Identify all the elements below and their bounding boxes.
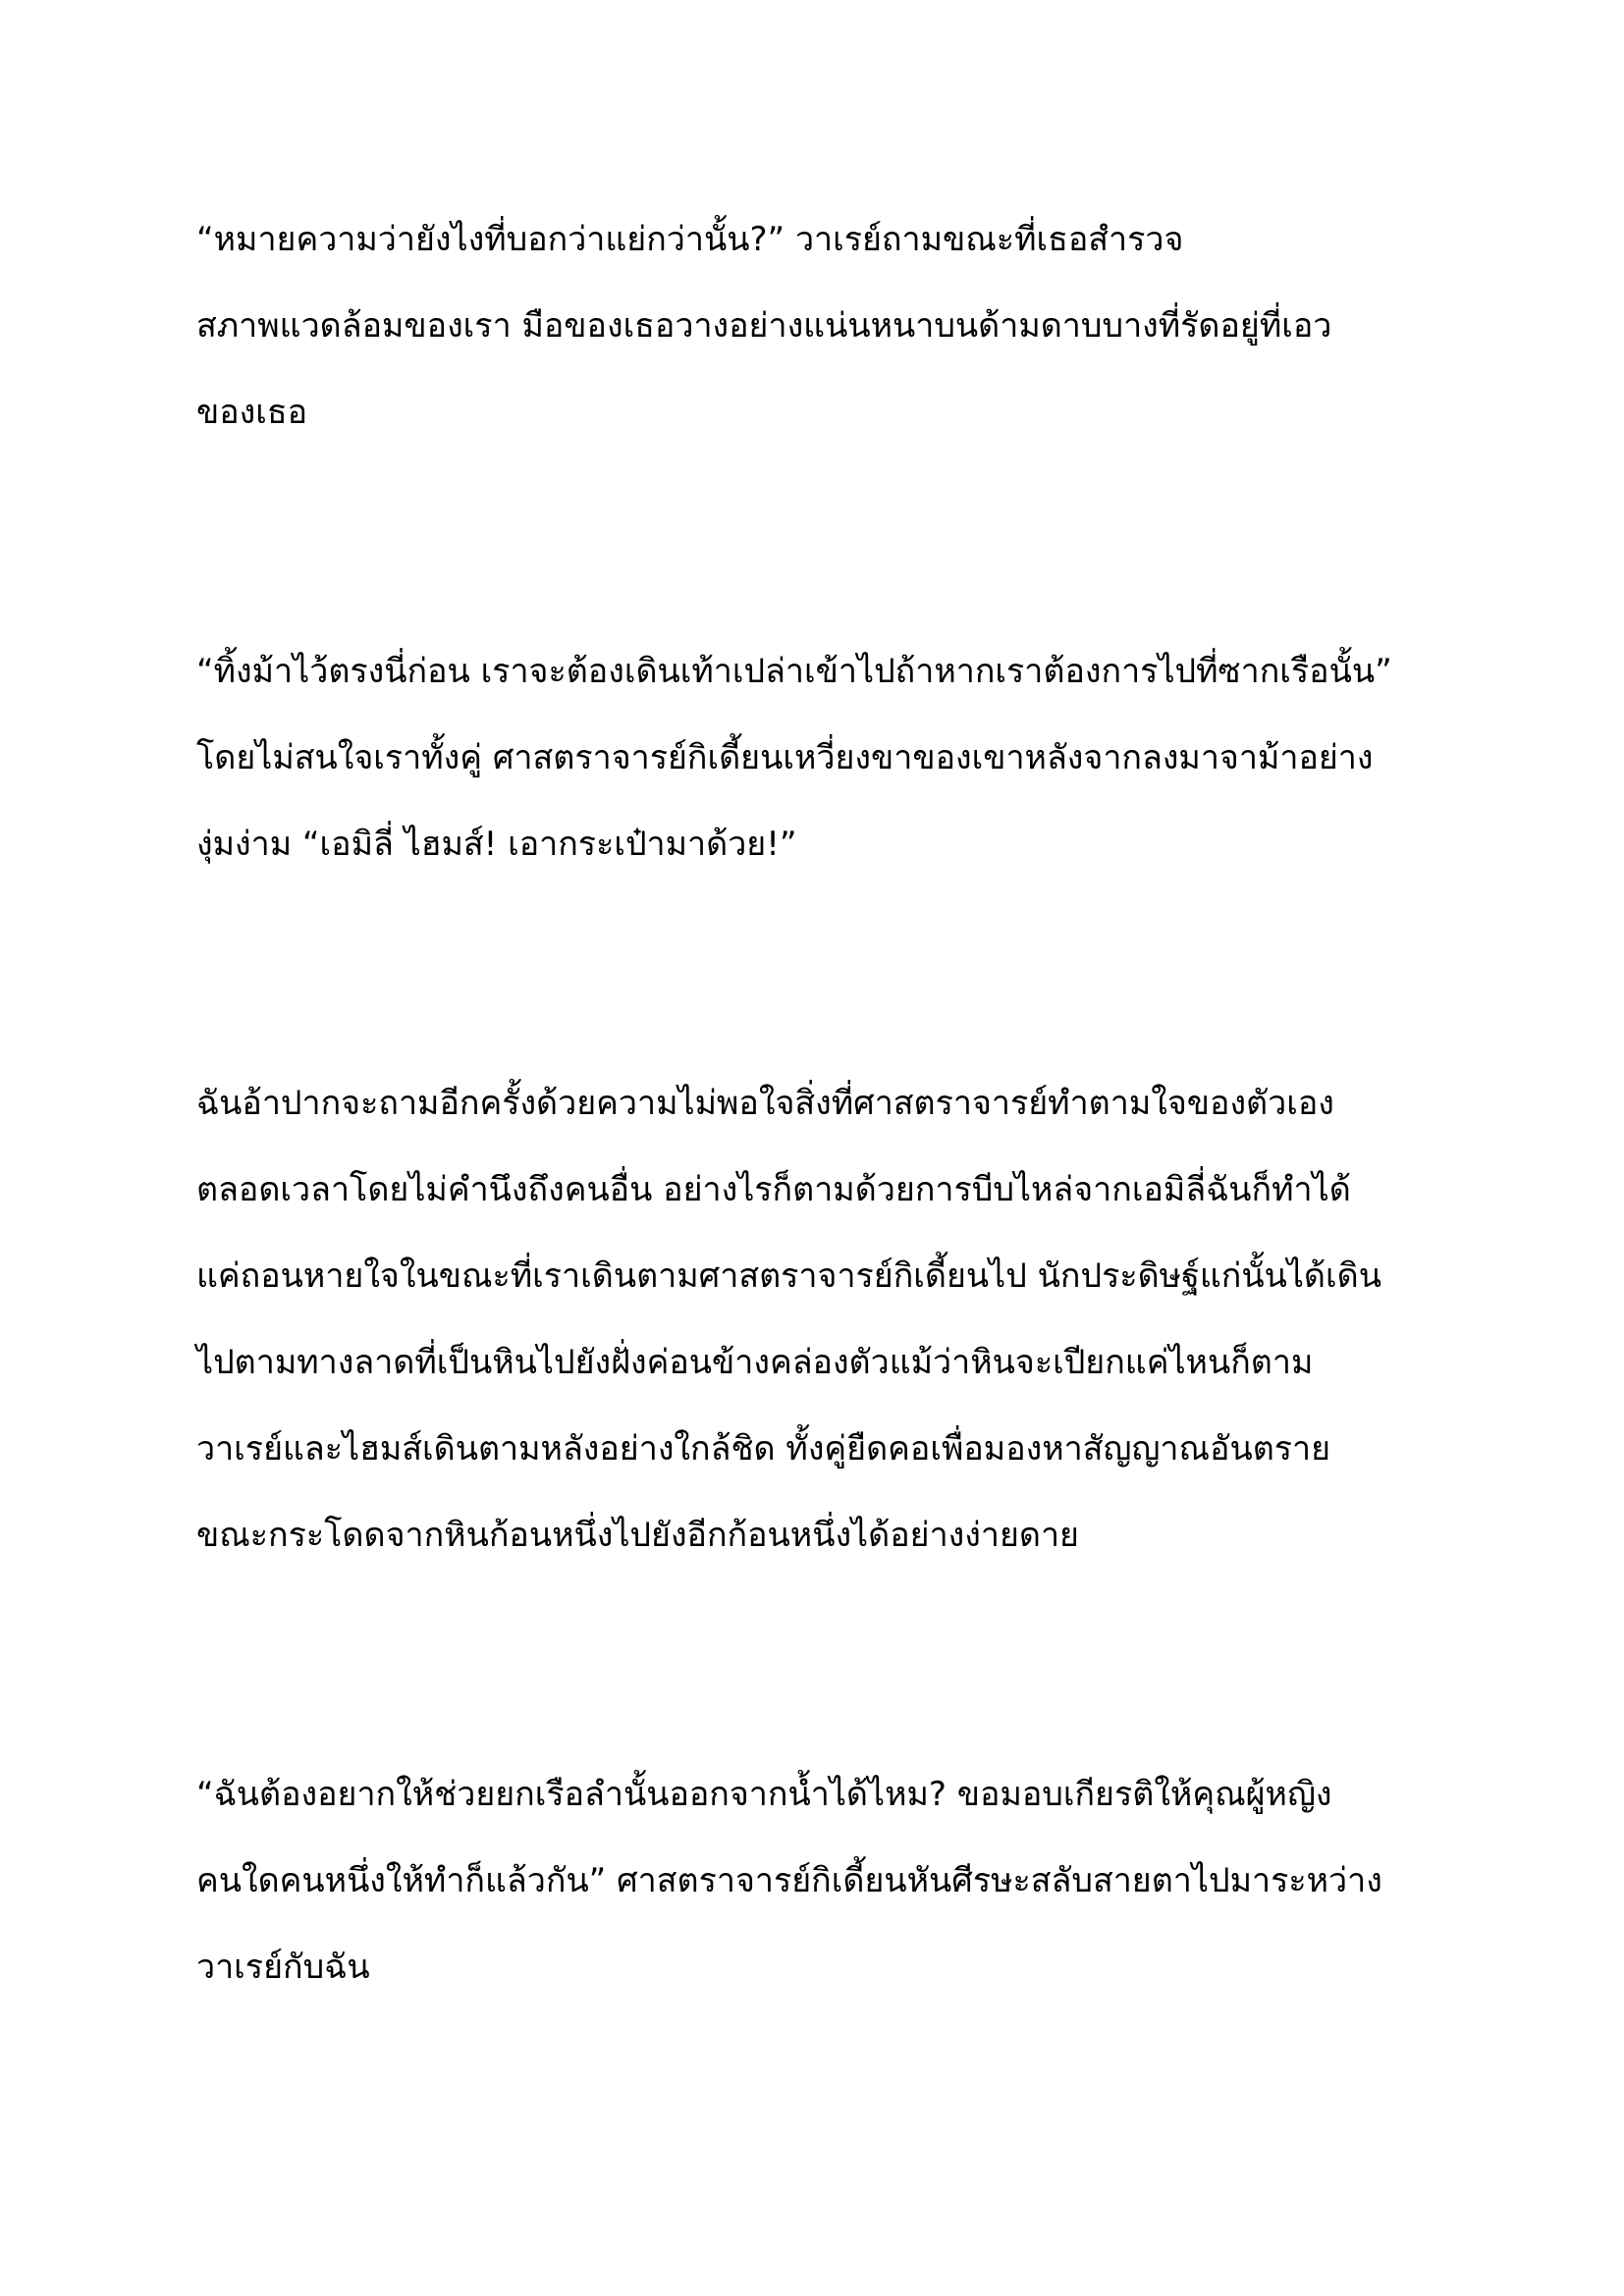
text-line: วาเรย์และไฮมส์เดินตามหลังอย่างใกล้ชิด ทั้งคู่ยืดคอเพื่อมองหาสัญญาณอันตราย xyxy=(196,1429,1331,1468)
text-line: งุ่มง่าม “เอมิลี่ ไฮมส์! เอากระเป๋ามาด้วย!” xyxy=(196,825,797,864)
text-line: “ฉันต้องอยากให้ช่วยยกเรือลำนั้นออกจากน้ำได้ไหม? ขอมอบเกียรติให้คุณผู้หญิง xyxy=(196,1775,1332,1814)
text-line: ตลอดเวลาโดยไม่คำนึงถึงคนอื่น อย่างไรก็ตามด้วยการบีบไหล่จากเอมิลี่ฉันก็ทำได้ xyxy=(196,1170,1351,1209)
document-body xyxy=(196,196,1443,2010)
text-line: ไปตามทางลาดที่เป็นหินไปยังฝั่งค่อนข้างคล่องตัวแม้ว่าหินจะเปียกแค่ไหนก็ตาม xyxy=(196,1343,1314,1382)
text-line: แค่ถอนหายใจในขณะที่เราเดินตามศาสตราจารย์กิเดี้ยนไป นักประดิษฐ์แก่นั้นได้เดิน xyxy=(196,1256,1381,1296)
text-line: ขณะกระโดดจากหินก้อนหนึ่งไปยังอีกก้อนหนึ่งได้อย่างง่ายดาย xyxy=(196,1516,1079,1555)
text-line: โดยไม่สนใจเราทั้งคู่ ศาสตราจารย์กิเดี้ยนเหวี่ยงขาของเขาหลังจากลงมาจาม้าอย่าง xyxy=(196,738,1374,777)
text-line: “หมายความว่ายังไงที่บอกว่าแย่กว่านั้น?” วาเรย์ถามขณะที่เธอสำรวจ xyxy=(196,220,1184,259)
paragraph-1 xyxy=(196,196,1443,455)
paragraph-gap xyxy=(196,887,1443,1060)
paragraph-4 xyxy=(196,1751,1443,2010)
text-line: วาเรย์กับฉัน xyxy=(196,1948,370,1987)
paragraph-3 xyxy=(196,1060,1443,1578)
text-line: สภาพแวดล้อมของเรา มือของเธอวางอย่างแน่นหนาบนด้ามดาบบางที่รัดอยู่ที่เอว xyxy=(196,306,1332,346)
paragraph-2 xyxy=(196,628,1443,887)
paragraph-gap xyxy=(196,455,1443,628)
text-line: ของเธอ xyxy=(196,393,308,432)
text-line: คนใดคนหนึ่งให้ทำก็แล้วกัน” ศาสตราจารย์กิเดี้ยนหันศีรษะสลับสายตาไปมาระหว่าง xyxy=(196,1861,1382,1900)
text-line: ฉันอ้าปากจะถามอีกครั้งด้วยความไม่พอใจสิ่งที่ศาสตราจารย์ทำตามใจของตัวเอง xyxy=(196,1084,1334,1123)
paragraph-gap xyxy=(196,1578,1443,1751)
text-line: “ทิ้งม้าไว้ตรงนี่ก่อน เราจะต้องเดินเท้าเปล่าเข้าไปถ้าหากเราต้องการไปที่ซากเรือนั้น” xyxy=(196,652,1392,691)
